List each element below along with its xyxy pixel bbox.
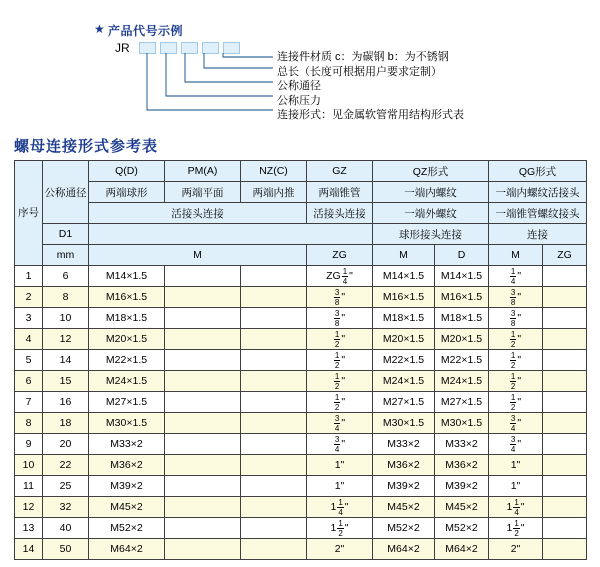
header-conn-left: 活接头连接 (89, 203, 307, 224)
cell-qg-m: $\frac{1}{2}$ " (489, 371, 543, 392)
table-row (15, 434, 587, 455)
cell-gz: $\frac{3}{4}$ " (307, 434, 373, 455)
cell-qg-zg (543, 371, 587, 392)
cell-qg-zg (543, 266, 587, 287)
cell-qg-m: 1 $\frac{1}{2}$ " (489, 518, 543, 539)
cell-gz: 1" (307, 476, 373, 497)
cell-pm (165, 455, 241, 476)
cell-qg-m: 1 $\frac{1}{4}$ " (489, 497, 543, 518)
cell-gz: $\frac{1}{2}$ " (307, 392, 373, 413)
cell-pm (165, 308, 241, 329)
cell-dn: 18 (43, 413, 89, 434)
cell-qg-zg (543, 308, 587, 329)
star-icon: ★ (94, 22, 105, 36)
cell-seq: 4 (15, 329, 43, 350)
cell-qd: M36×2 (89, 455, 165, 476)
cell-seq: 10 (15, 455, 43, 476)
cell-seq: 14 (15, 539, 43, 560)
cell-seq: 8 (15, 413, 43, 434)
header-ball-conn-qz: 球形接头连接 (373, 224, 489, 245)
cell-nz (241, 308, 307, 329)
cell-qz-m: M45×2 (373, 497, 435, 518)
legend-item-nominal-diameter: 公称通径 (277, 80, 321, 92)
cell-qg-zg (543, 287, 587, 308)
cell-nz (241, 392, 307, 413)
table-title: 螺母连接形式参考表 (14, 138, 159, 155)
cell-seq: 9 (15, 434, 43, 455)
table-row (15, 329, 587, 350)
table-row (15, 350, 587, 371)
table-row (15, 392, 587, 413)
cell-qg-m: $\frac{3}{8}$ " (489, 308, 543, 329)
cell-qz-d: M36×2 (435, 455, 489, 476)
header-sub-pm: 两端平面 (165, 182, 241, 203)
legend-item-material: 连接件材质 c：为碳钢 b：为不锈钢 (277, 51, 449, 63)
table-row (15, 266, 587, 287)
cell-qg-m: $\frac{1}{2}$ " (489, 329, 543, 350)
cell-gz: 1 $\frac{1}{4}$ " (307, 497, 373, 518)
cell-qg-zg (543, 476, 587, 497)
cell-qz-d: M52×2 (435, 518, 489, 539)
cell-seq: 12 (15, 497, 43, 518)
cell-qg-m: 1" (489, 455, 543, 476)
cell-qg-m: 1" (489, 476, 543, 497)
cell-dn: 50 (43, 539, 89, 560)
nut-connection-table (14, 160, 587, 560)
cell-qg-m: $\frac{1}{4}$ " (489, 266, 543, 287)
header-conn-gz: 活接头连接 (307, 203, 373, 224)
table-row (15, 497, 587, 518)
header-type-gz: GZ (307, 161, 373, 182)
cell-dn: 10 (43, 308, 89, 329)
cell-dn: 6 (43, 266, 89, 287)
cell-qz-d: M22×1.5 (435, 350, 489, 371)
cell-pm (165, 539, 241, 560)
cell-qd: M16×1.5 (89, 287, 165, 308)
header-type-qd: Q(D) (89, 161, 165, 182)
header-seq (15, 161, 43, 266)
cell-qz-m: M64×2 (373, 539, 435, 560)
cell-dn: 16 (43, 392, 89, 413)
cell-qg-zg (543, 329, 587, 350)
cell-pm (165, 497, 241, 518)
cell-gz: $\frac{1}{2}$ " (307, 329, 373, 350)
header-blank (89, 224, 373, 245)
cell-qd: M22×1.5 (89, 350, 165, 371)
cell-qz-d: M39×2 (435, 476, 489, 497)
cell-seq: 6 (15, 371, 43, 392)
cell-seq: 7 (15, 392, 43, 413)
cell-qd: M27×1.5 (89, 392, 165, 413)
cell-gz: $\frac{1}{2}$ " (307, 350, 373, 371)
header-d1: D1 (43, 224, 89, 245)
cell-nz (241, 434, 307, 455)
product-code-legend (0, 0, 600, 135)
cell-qg-m: $\frac{1}{2}$ " (489, 350, 543, 371)
cell-seq: 11 (15, 476, 43, 497)
header-unit-zg: ZG (307, 245, 373, 266)
cell-qz-m: M14×1.5 (373, 266, 435, 287)
cell-seq: 13 (15, 518, 43, 539)
cell-qz-m: M27×1.5 (373, 392, 435, 413)
cell-qz-m: M18×1.5 (373, 308, 435, 329)
cell-qd: M64×2 (89, 539, 165, 560)
cell-qd: M14×1.5 (89, 266, 165, 287)
code-prefix: JR (115, 41, 130, 55)
header-conn-qg: 一端锥管螺纹接头 (489, 203, 587, 224)
cell-qd: M45×2 (89, 497, 165, 518)
cell-pm (165, 392, 241, 413)
cell-dn: 40 (43, 518, 89, 539)
header-unit-mm: mm (43, 245, 89, 266)
table-header-row3 (15, 203, 587, 224)
cell-seq: 3 (15, 308, 43, 329)
cell-nz (241, 371, 307, 392)
cell-pm (165, 266, 241, 287)
cell-qg-zg (543, 455, 587, 476)
table-header-row5 (15, 245, 587, 266)
cell-qz-m: M33×2 (373, 434, 435, 455)
cell-pm (165, 476, 241, 497)
cell-qd: M20×1.5 (89, 329, 165, 350)
cell-qg-zg (543, 518, 587, 539)
header-unit-qg-zg: ZG (543, 245, 587, 266)
cell-qg-zg (543, 434, 587, 455)
header-seq-label: 序号 (18, 206, 39, 219)
cell-dn: 22 (43, 455, 89, 476)
cell-qz-m: M36×2 (373, 455, 435, 476)
cell-nz (241, 497, 307, 518)
header-conn-qg2: 连接 (489, 224, 587, 245)
header-sub-nz: 两端内推 (241, 182, 307, 203)
cell-dn: 32 (43, 497, 89, 518)
header-unit-qz-d: D (435, 245, 489, 266)
cell-nz (241, 266, 307, 287)
cell-qg-zg (543, 392, 587, 413)
cell-dn: 12 (43, 329, 89, 350)
cell-pm (165, 287, 241, 308)
table-row (15, 308, 587, 329)
cell-qz-m: M20×1.5 (373, 329, 435, 350)
table-row (15, 518, 587, 539)
cell-qg-zg (543, 497, 587, 518)
cell-qz-d: M14×1.5 (435, 266, 489, 287)
cell-dn: 8 (43, 287, 89, 308)
legend-item-nominal-pressure: 公称压力 (277, 94, 321, 107)
cell-pm (165, 329, 241, 350)
cell-seq: 1 (15, 266, 43, 287)
legend-item-connection-type: 连接形式：见金属软管常用结构形式表 (277, 109, 464, 121)
header-unit-qz-m: M (373, 245, 435, 266)
cell-qz-d: M45×2 (435, 497, 489, 518)
table-header-row4 (15, 224, 587, 245)
cell-dn: 15 (43, 371, 89, 392)
cell-qg-m: $\frac{3}{4}$ " (489, 413, 543, 434)
cell-seq: 2 (15, 287, 43, 308)
cell-gz: 2" (307, 539, 373, 560)
header-sub-qg: 一端内螺纹活接头 (489, 182, 587, 203)
cell-qz-d: M33×2 (435, 434, 489, 455)
cell-qd: M24×1.5 (89, 371, 165, 392)
cell-qz-d: M64×2 (435, 539, 489, 560)
cell-seq: 5 (15, 350, 43, 371)
header-sub-qz: 一端内螺纹 (373, 182, 489, 203)
header-dn: 公称通径 (43, 161, 89, 224)
cell-nz (241, 539, 307, 560)
cell-qg-zg (543, 413, 587, 434)
cell-qd: M30×1.5 (89, 413, 165, 434)
legend-item-length: 总长（长度可根据用户要求定制） (277, 65, 442, 78)
cell-dn: 14 (43, 350, 89, 371)
cell-dn: 25 (43, 476, 89, 497)
cell-nz (241, 413, 307, 434)
cell-qz-m: M22×1.5 (373, 350, 435, 371)
cell-qg-m: $\frac{1}{2}$ " (489, 392, 543, 413)
cell-dn: 20 (43, 434, 89, 455)
legend-item-list (277, 50, 464, 123)
cell-gz: $\frac{3}{4}$ " (307, 413, 373, 434)
cell-pm (165, 518, 241, 539)
cell-qz-m: M39×2 (373, 476, 435, 497)
cell-qz-m: M24×1.5 (373, 371, 435, 392)
cell-pm (165, 413, 241, 434)
cell-qg-m: $\frac{3}{4}$ " (489, 434, 543, 455)
cell-nz (241, 350, 307, 371)
cell-qz-m: M30×1.5 (373, 413, 435, 434)
table-row (15, 287, 587, 308)
cell-qg-zg (543, 539, 587, 560)
cell-nz (241, 287, 307, 308)
cell-qz-d: M20×1.5 (435, 329, 489, 350)
header-type-pm: PM(A) (165, 161, 241, 182)
cell-qz-d: M27×1.5 (435, 392, 489, 413)
cell-gz: ZG $\frac{1}{4}$ " (307, 266, 373, 287)
cell-qd: M33×2 (89, 434, 165, 455)
header-sub-gz: 两端锥管 (307, 182, 373, 203)
cell-qg-m: 2" (489, 539, 543, 560)
header-type-nz: NZ(C) (241, 161, 307, 182)
table-body (15, 266, 587, 560)
cell-qd: M39×2 (89, 476, 165, 497)
cell-gz: $\frac{1}{2}$ " (307, 371, 373, 392)
cell-qz-d: M18×1.5 (435, 308, 489, 329)
cell-nz (241, 476, 307, 497)
header-type-qg: QG形式 (489, 161, 587, 182)
cell-qz-m: M16×1.5 (373, 287, 435, 308)
cell-nz (241, 455, 307, 476)
cell-gz: 1" (307, 455, 373, 476)
cell-nz (241, 329, 307, 350)
legend-title: 产品代号示例 (108, 24, 184, 38)
cell-pm (165, 350, 241, 371)
cell-qg-m: $\frac{3}{8}$ " (489, 287, 543, 308)
table-row (15, 539, 587, 560)
cell-qz-m: M52×2 (373, 518, 435, 539)
table-row (15, 476, 587, 497)
table-header-row (15, 161, 587, 182)
cell-qz-d: M16×1.5 (435, 287, 489, 308)
header-unit-qg-m: M (489, 245, 543, 266)
header-conn-qz: 一端外螺纹 (373, 203, 489, 224)
cell-nz (241, 518, 307, 539)
table-row (15, 413, 587, 434)
cell-gz: $\frac{3}{8}$ " (307, 308, 373, 329)
table-row (15, 371, 587, 392)
cell-qd: M18×1.5 (89, 308, 165, 329)
cell-gz: 1 $\frac{1}{2}$ " (307, 518, 373, 539)
header-sub-qd: 两端球形 (89, 182, 165, 203)
cell-qg-zg (543, 350, 587, 371)
cell-qz-d: M24×1.5 (435, 371, 489, 392)
cell-qz-d: M30×1.5 (435, 413, 489, 434)
cell-qd: M52×2 (89, 518, 165, 539)
cell-pm (165, 371, 241, 392)
header-unit-m: M (89, 245, 307, 266)
cell-gz: $\frac{3}{8}$ " (307, 287, 373, 308)
table-header-row2 (15, 182, 587, 203)
table-row (15, 455, 587, 476)
header-type-qz: QZ形式 (373, 161, 489, 182)
cell-pm (165, 434, 241, 455)
